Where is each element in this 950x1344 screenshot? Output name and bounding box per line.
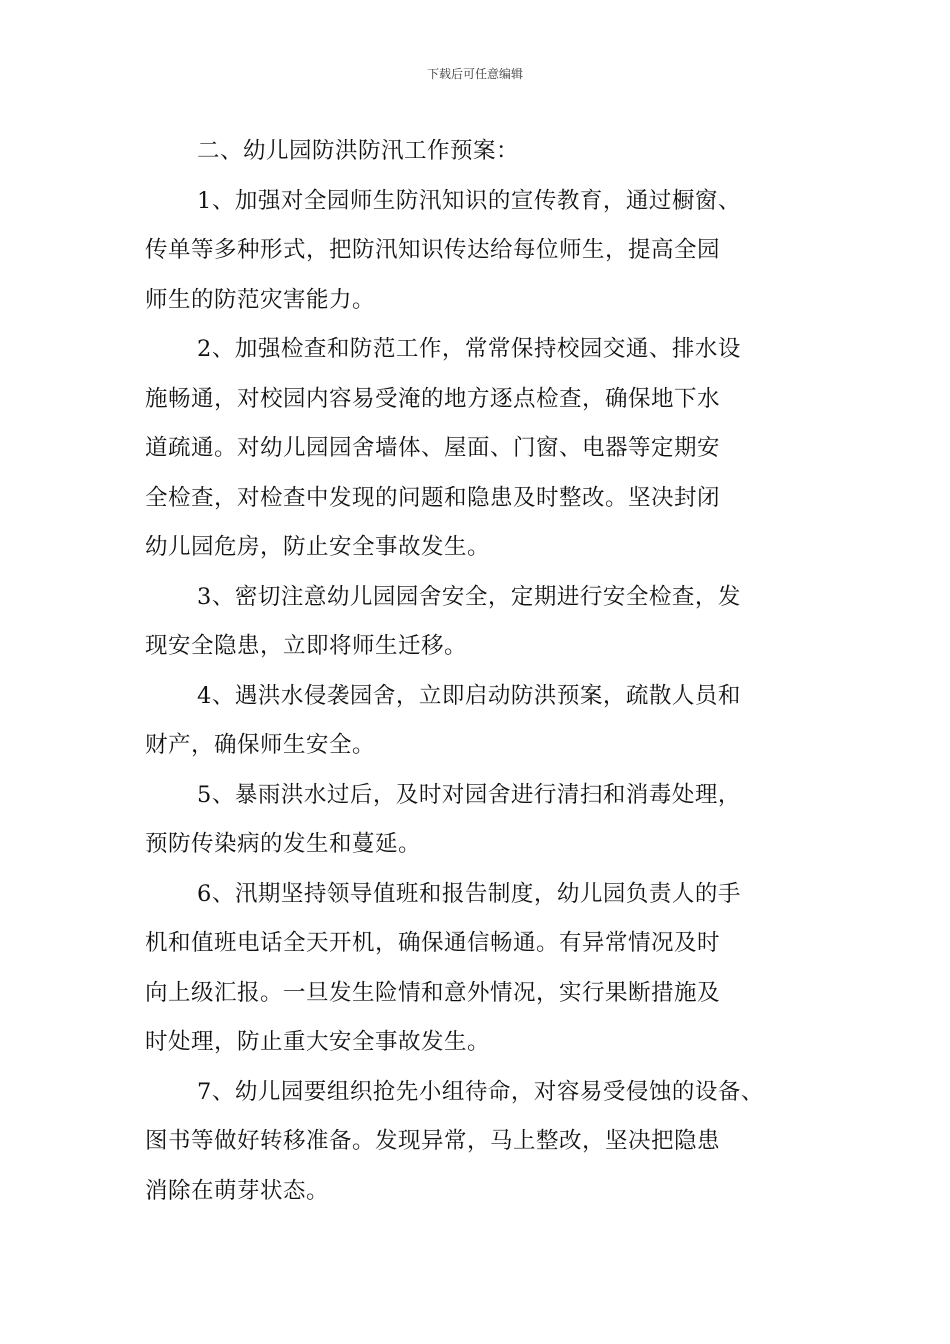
paragraph-line: 传单等多种形式，把防汛知识传达给每位师生，提高全园 xyxy=(145,237,721,263)
paragraph-5 xyxy=(145,771,805,870)
paragraph-3 xyxy=(145,573,805,672)
paragraph-1 xyxy=(145,177,805,326)
paragraph-line: 全检查，对检查中发现的问题和隐患及时整改。坚决封闭 xyxy=(145,484,721,511)
paragraph-line: 图书等做好转移准备。发现异常，马上整改，坚决把隐患 xyxy=(145,1128,721,1154)
paragraph-line: 7、幼儿园要组织抢先小组待命，对容易受侵蚀的设备、 xyxy=(197,1078,764,1105)
paragraph-line: 向上级汇报。一旦发生险情和意外情况，实行果断措施及 xyxy=(145,979,721,1006)
paragraph-line: 3、密切注意幼儿园园舍安全，定期进行安全检查，发 xyxy=(197,583,741,610)
paragraph-2 xyxy=(145,325,805,573)
paragraph-line: 6、汛期坚持领导值班和报告制度，幼儿园负责人的手 xyxy=(197,880,741,907)
paragraph-line: 5、暴雨洪水过后，及时对园舍进行清扫和消毒处理， xyxy=(197,781,741,808)
paragraph-line: 消除在萌芽状态。 xyxy=(145,1177,330,1204)
paragraph-line: 现安全隐患，立即将师生迁移。 xyxy=(145,633,468,659)
paragraph-4 xyxy=(145,672,805,771)
paragraph-line: 1、加强对全园师生防汛知识的宣传教育，通过橱窗、 xyxy=(197,187,741,214)
paragraph-line: 幼儿园危房，防止安全事故发生。 xyxy=(145,534,491,560)
paragraph-line: 道疏通。对幼儿园园舍墙体、屋面、门窗、电器等定期安 xyxy=(145,435,721,461)
paragraph-7 xyxy=(145,1068,805,1217)
paragraph-line: 时处理，防止重大安全事故发生。 xyxy=(145,1029,491,1055)
heading-line: 二、幼儿园防洪防汛工作预案： xyxy=(197,138,520,164)
paragraph-line: 4、遇洪水侵袭园舍，立即启动防洪预案，疏散人员和 xyxy=(197,682,741,709)
paragraph-line: 师生的防范灾害能力。 xyxy=(145,286,376,313)
paragraph-line: 机和值班电话全天开机，确保通信畅通。有异常情况及时 xyxy=(145,930,721,956)
section-heading xyxy=(145,127,805,177)
paragraph-6 xyxy=(145,870,805,1068)
document-body xyxy=(145,127,805,1216)
paragraph-line: 施畅通，对校园内容易受淹的地方逐点检查，确保地下水 xyxy=(145,385,721,412)
paragraph-line: 财产，确保师生安全。 xyxy=(145,732,376,758)
paragraph-line: 预防传染病的发生和蔓延。 xyxy=(145,831,422,857)
paragraph-line: 2、加强检查和防范工作，常常保持校园交通、排水设 xyxy=(197,336,741,362)
header-note: 下载后可任意编辑 xyxy=(426,67,523,81)
